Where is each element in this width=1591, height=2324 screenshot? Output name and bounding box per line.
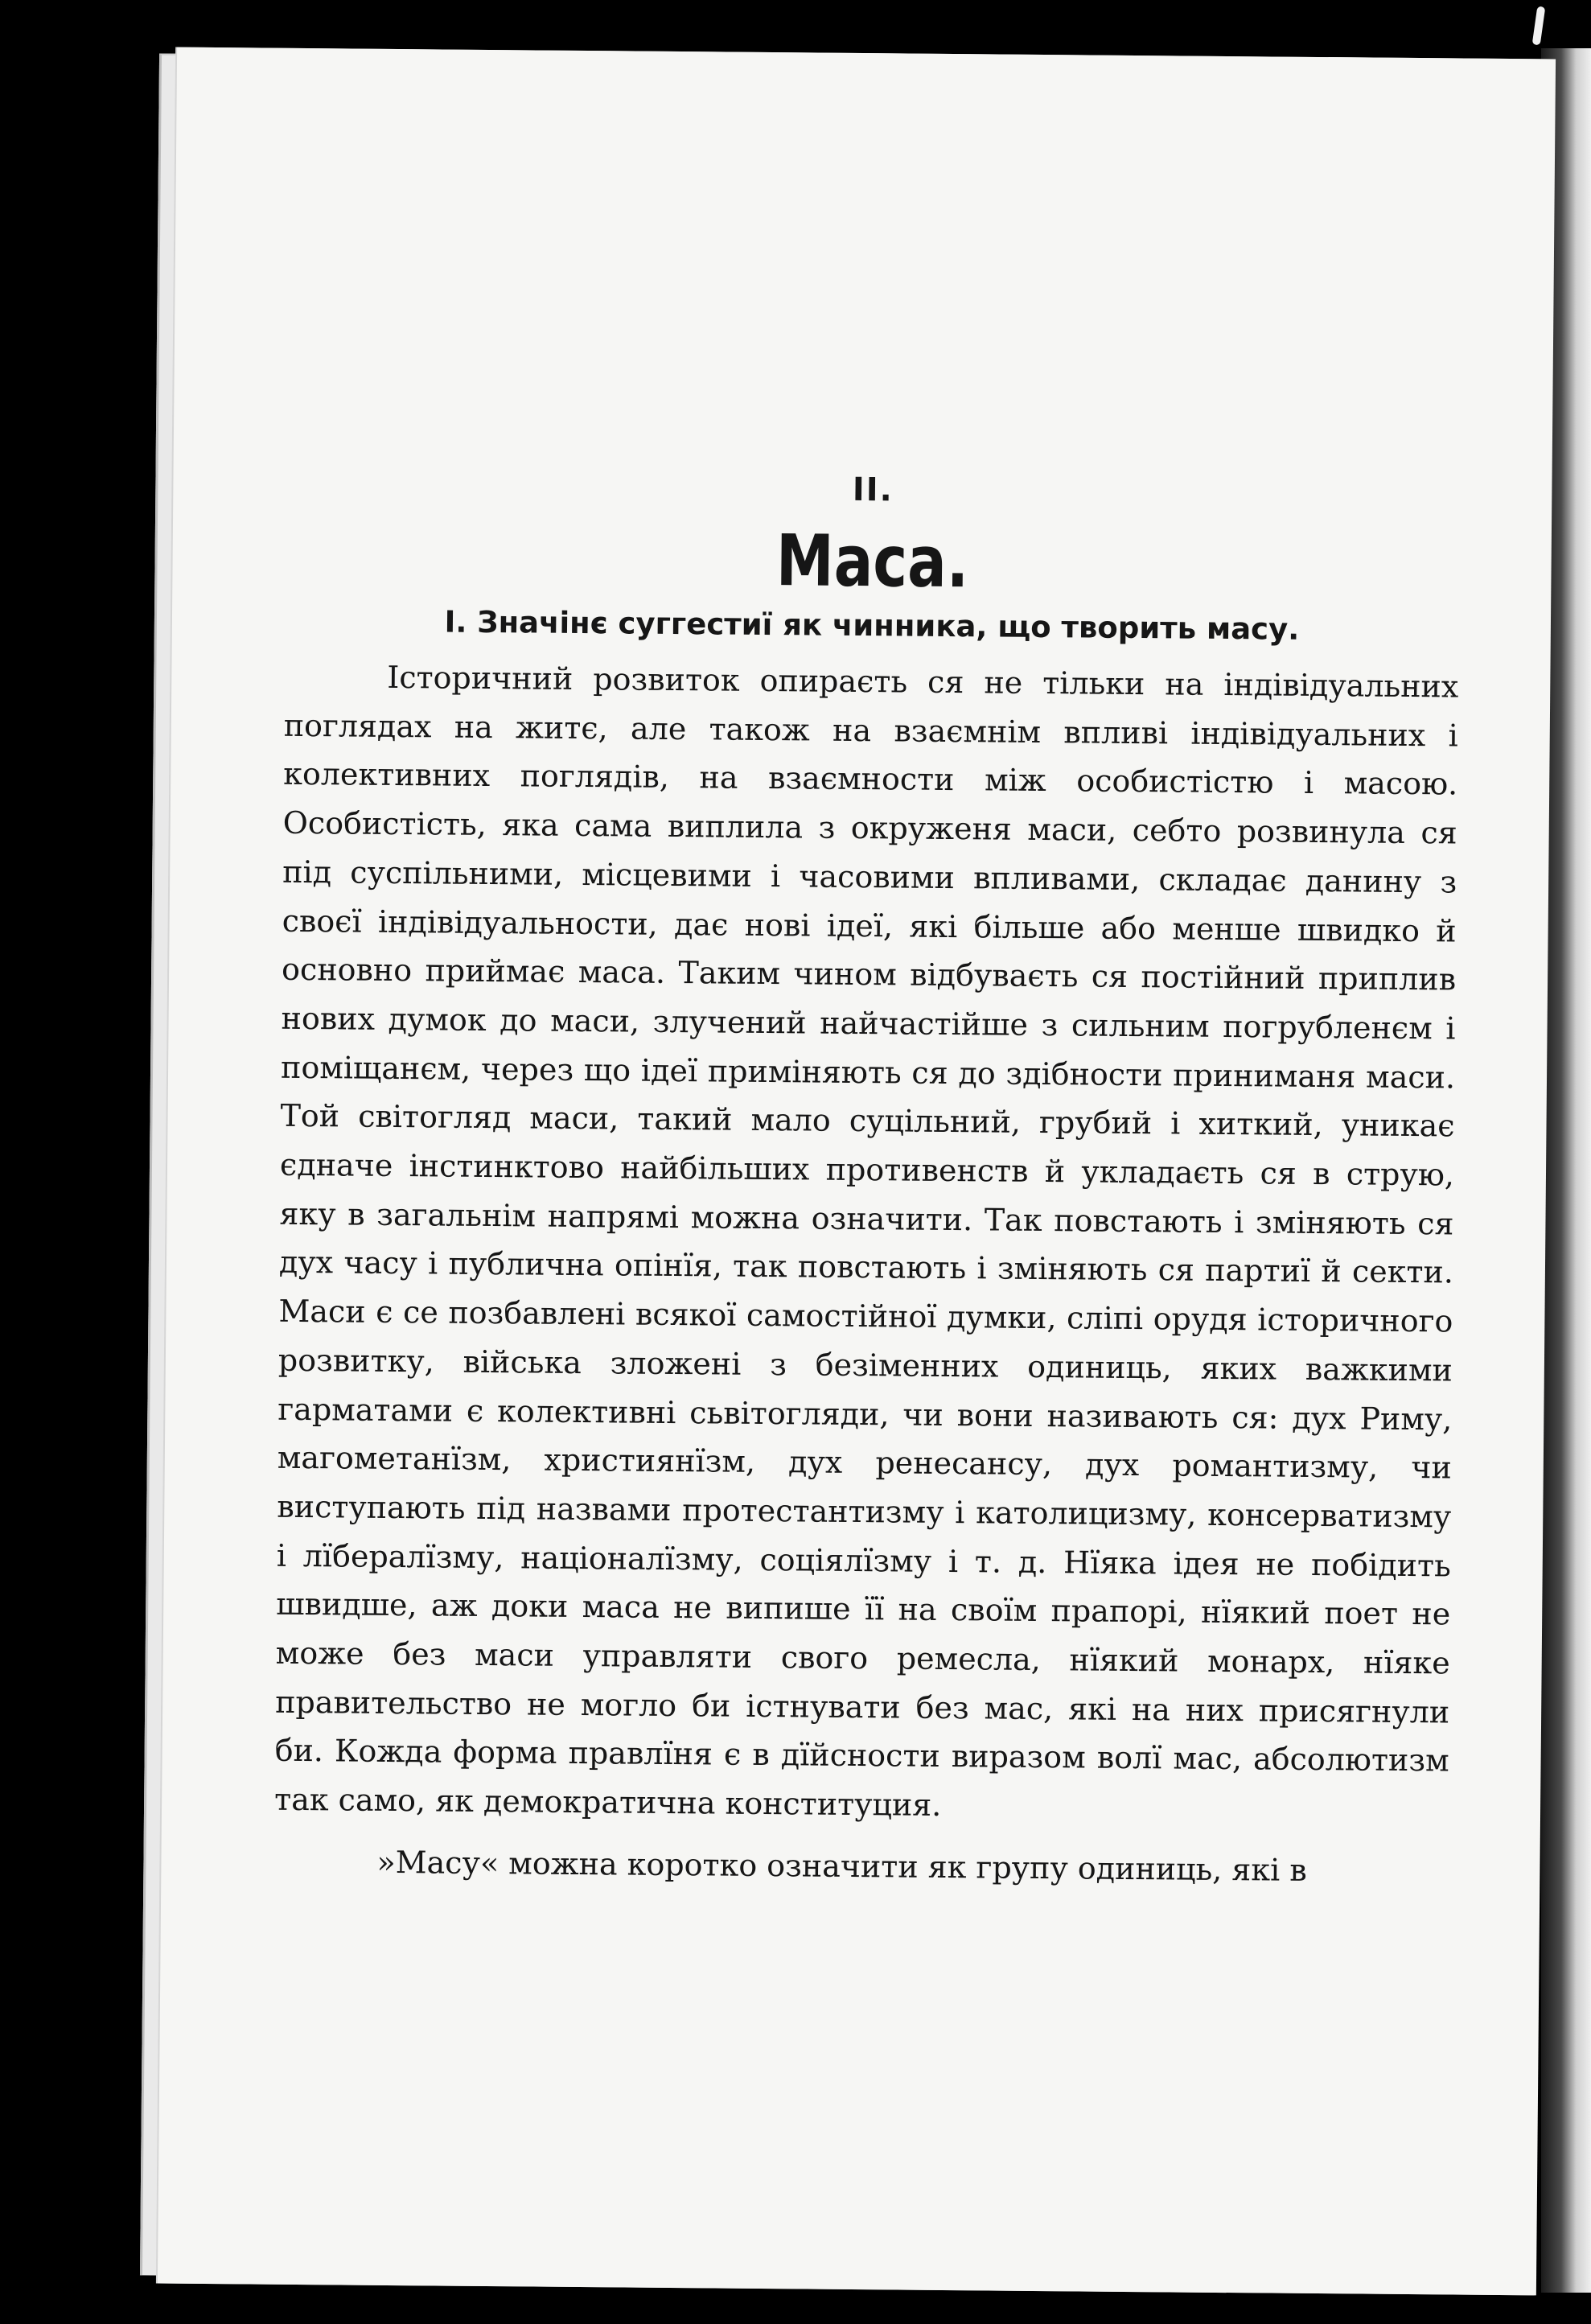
section-heading: I. Значінє суггестиї як чинника, що творить масу.: [444, 604, 1300, 647]
body-paragraph: »Масу« можна коротко означити як групу одиниць, які в: [376, 1844, 1307, 1888]
book-page: [158, 47, 1556, 2296]
scan-corner-mark: [1532, 6, 1546, 46]
chapter-title: Маса.: [775, 519, 969, 604]
page-content: [273, 467, 1460, 1896]
chapter-number: II.: [852, 471, 894, 509]
body-paragraph: Історичний розвиток опираєть ся не тільки на індівідуальних поглядах на житє, але також на взаємнім впливі індівідуальних і колективних поглядів, на взаємности між особистістю і масою. Особистість, яка сама виплила з окруженя маси, себто розвинула ся під суспільними, місцевими і часовими впливами, складає данину з своєї індівідуальности, дає нові ідеї, які більше або менше швидко й основно приймає маса. Таким чином відбуваєть ся постійний приплив нових думок до маси, злучений найчастійше з сильним погрубленєм і поміщанєм, через що ідеї приміняють ся до здібности приниманя маси. Той світогляд маси, такий мало суцільний, грубий і хиткий, уникає єдначе інстинктово найбільших противенств й укладаєть ся в струю, яку в загальнім напрямі можна означити. Так повстають і зміняють ся дух часу і публична опінїя, так повстають і зміняють ся партиї й секти. Маси є се позбавлені всякої самостійної думки, сліпі орудя історичного розвитку, війська зложені з безіменних одиниць, яких важкими гарматами є колективні сьвітогляди, чи вони називають ся: дух Риму, магометанїзм, християнїзм, дух ренесансу, дух романтизму, чи виступають під назвами протестантизму і католицизму, консерватизму і лїбералїзму, націоналїзму, соціялїзму і т. д. Нїяка ідея не побідить швидше, аж доки маса не випише її на своїм прапорі, нїякий поет не може без маси управляти свого ремесла, нїякий монарх, нїяке правительство не могло би істнувати без мас, які на них присягнули би. Кожда форма правлїня є в дїйсности виразом волї мас, абсолютизм так само, як демократична конституция.: [273, 659, 1459, 1824]
